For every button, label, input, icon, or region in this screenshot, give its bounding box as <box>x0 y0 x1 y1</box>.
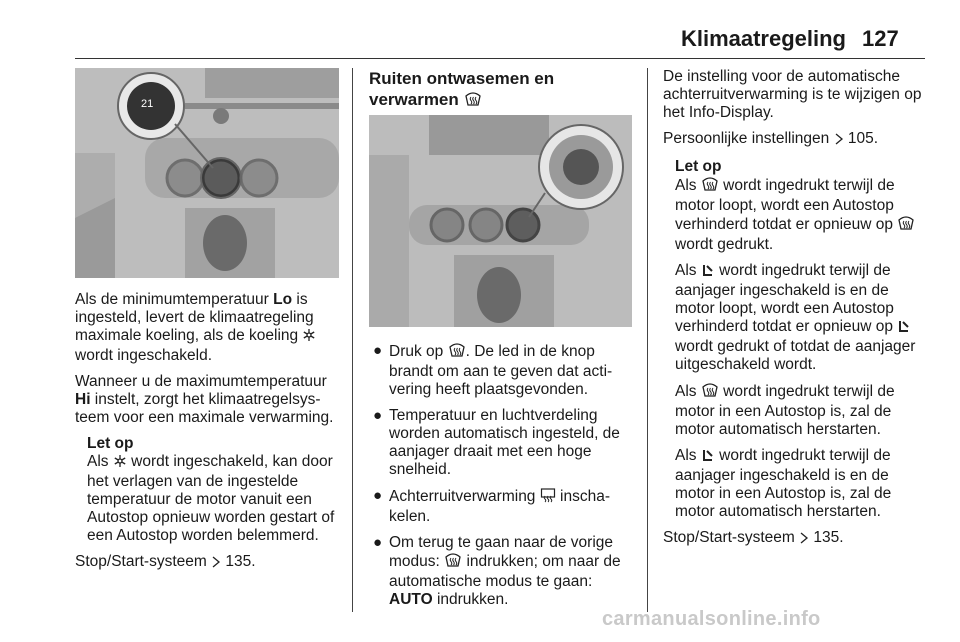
climate-control-illustration <box>75 68 339 278</box>
snowflake-icon <box>302 328 316 347</box>
paragraph-lo: Als de minimumtemperatuur Lo is ingesteld, levert de klimaatregeling maximale koeling, als de koeling wordt ingeschakeld. <box>75 291 343 365</box>
cross-reference[interactable]: Persoonlijke instellingen 105. <box>663 130 925 150</box>
list-item: ● Achterruitverwarming inscha-kelen. <box>373 487 611 525</box>
note-text: Als wordt ingedrukt terwijl de aanjager ingeschakeld is en de motor in een Autostop is, zal de motor automatisch herstarten. <box>675 447 892 520</box>
list-item: ● Om terug te gaan naar de vorige modus: indrukken; om naar de automatische modus te gaan: AUTO indrukken. <box>373 534 621 608</box>
arrow-xref-icon <box>834 132 844 150</box>
windscreen-defrost-icon <box>448 342 466 363</box>
header-rule <box>75 58 925 59</box>
page-title: Klimaatregeling <box>680 26 846 51</box>
note-text: Als wordt ingeschakeld, kan door het verlagen van de ingestelde temperatuur de motor vanuit een Autostop opnieuw worden gestart of een Autostop worden belemmerd. <box>87 453 335 544</box>
snowflake-icon <box>113 454 127 473</box>
arrow-xref-icon <box>799 531 809 549</box>
column-divider-2 <box>647 68 648 612</box>
defrost-button-photo <box>369 115 632 327</box>
windscreen-defrost-icon <box>701 382 719 403</box>
paragraph-info-display: De instelling voor de automatische achterruitverwarming is te wijzigen op het Info-Display. <box>663 68 922 121</box>
paragraph-hi: Wanneer u de maximumtemperatuur Hi instelt, zorgt het klimaatregelsys-teem voor een maximale verwarming. <box>75 373 334 426</box>
cross-reference[interactable]: Stop/Start-systeem 135. <box>75 553 343 573</box>
windscreen-defrost-icon <box>464 91 482 112</box>
note-block <box>75 435 343 545</box>
climate-control-photo <box>75 68 339 278</box>
watermark: carmanualsonline.info <box>602 608 821 630</box>
rear-window-heating-icon <box>540 487 556 508</box>
arrow-xref-icon <box>211 555 221 573</box>
page-number: 127 <box>862 26 899 51</box>
column-3 <box>663 68 925 557</box>
note-heading: Let op <box>87 435 134 452</box>
column-divider-1 <box>352 68 353 612</box>
fan-icon <box>701 448 715 467</box>
defrost-button-illustration <box>369 115 632 327</box>
column-2-list <box>369 342 637 617</box>
cross-reference[interactable]: Stop/Start-systeem 135. <box>663 529 925 549</box>
column-1 <box>75 291 343 581</box>
windscreen-defrost-icon <box>897 215 915 236</box>
list-item: ● Druk op . De led in de knop brandt om aan te geven dat acti-vering heeft plaatsgevonden. <box>373 342 613 398</box>
note-text: Als wordt ingedrukt terwijl de aanjager ingeschakeld is en de motor loopt, wordt een Autostop verhinderd totdat er opnieuw op wordt gedrukt of totdat de aanjager uitgeschakeld wordt. <box>675 262 916 373</box>
list-item: ● Temperatuur en luchtverdeling worden automatisch ingesteld, de aanjager draait met een hoge snelheid. <box>373 407 620 478</box>
fan-icon <box>897 319 911 338</box>
note-heading: Let op <box>675 158 722 175</box>
column-2 <box>369 68 637 120</box>
windscreen-defrost-icon <box>444 552 462 573</box>
note-block <box>663 158 925 521</box>
note-text: Als wordt ingedrukt terwijl de motor loopt, wordt een Autostop verhinderd totdat er opnieuw op wordt gedrukt. <box>675 176 925 254</box>
note-text: Als wordt ingedrukt terwijl de motor in een Autostop is, zal de motor automatisch herstarten. <box>675 383 895 438</box>
section-heading: Ruiten ontwasemen en verwarmen <box>369 68 637 112</box>
instruction-list <box>369 342 637 609</box>
fan-icon <box>701 263 715 282</box>
display-readout: 21 <box>141 98 154 110</box>
windscreen-defrost-icon <box>701 176 719 197</box>
